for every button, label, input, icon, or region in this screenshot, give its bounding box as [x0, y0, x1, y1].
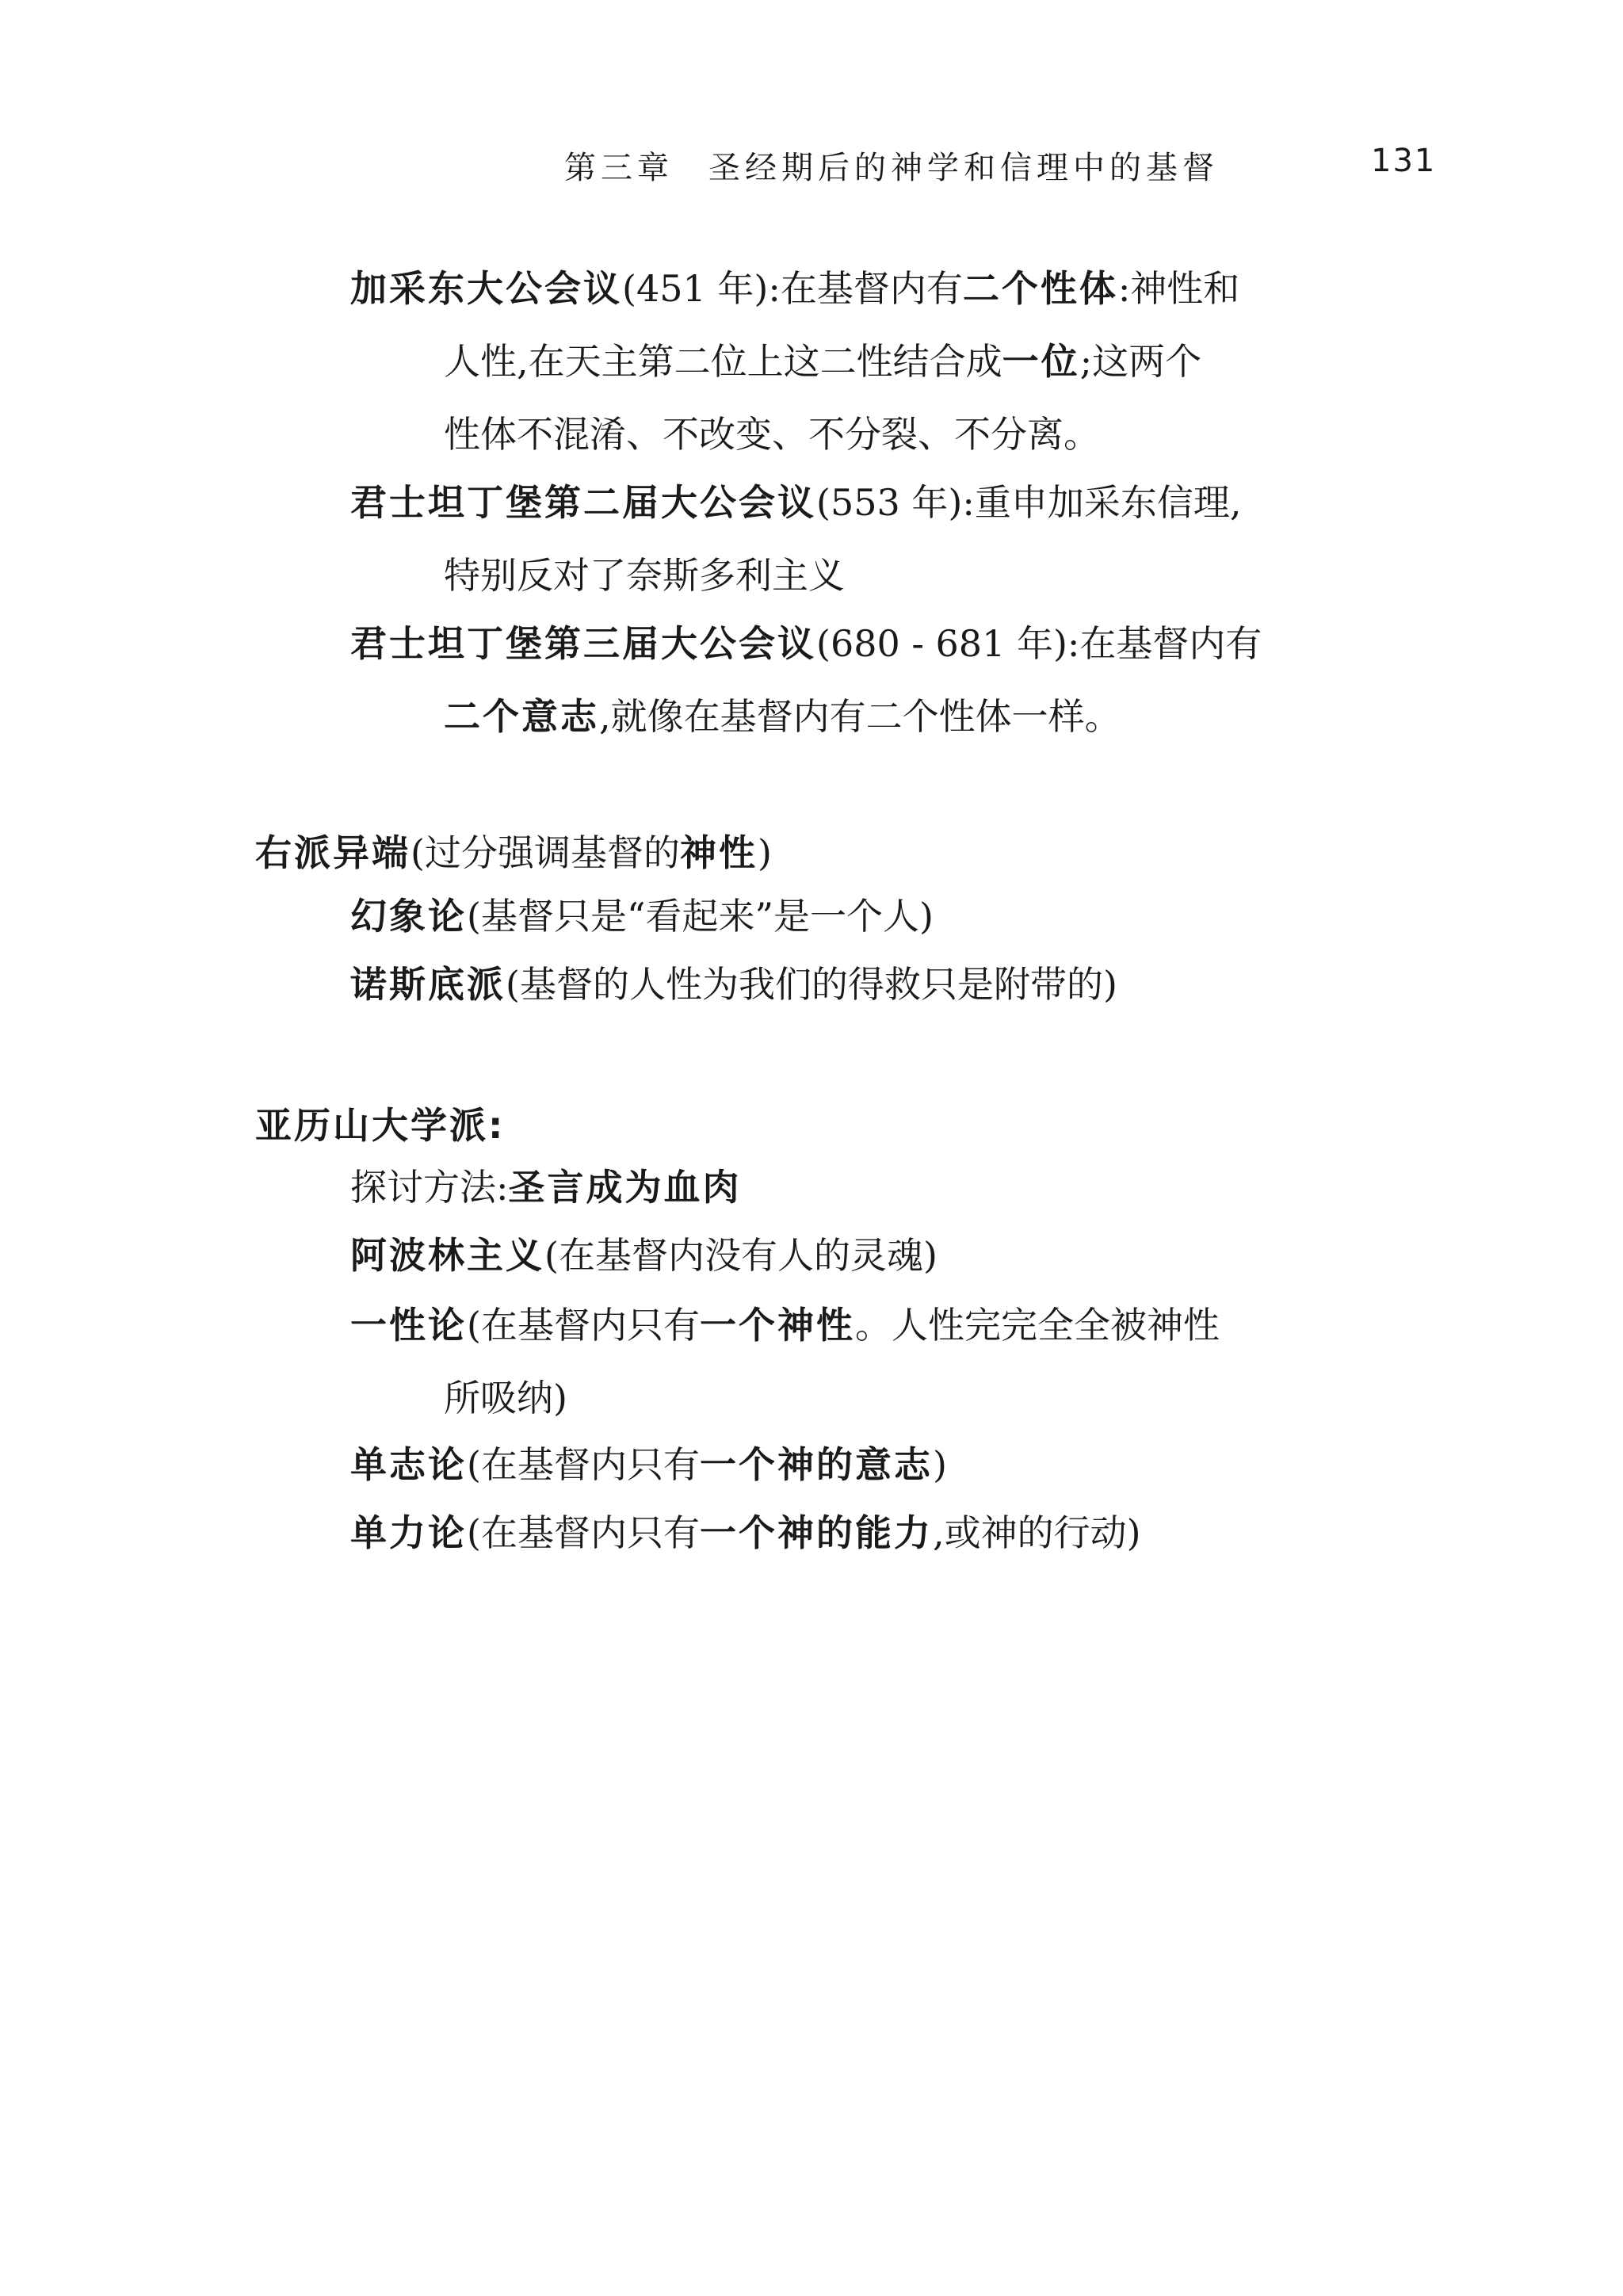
continuation-line: 人性,在天主第二位上这二性结合成一位;这两个 — [444, 340, 1202, 383]
council-name: 君士坦丁堡第二届大公会议 — [350, 481, 816, 524]
continuation-line: 二个意志,就像在基督内有二个性体一样。 — [444, 695, 1121, 738]
right-heresy-heading: 右派异端(过分强调基督的神性) — [255, 831, 772, 874]
running-header — [564, 143, 1436, 198]
continuation-line: 所吸纳) — [444, 1377, 567, 1419]
council-constantinople-2: 君士坦丁堡第二届大公会议(553 年):重申加采东信理, 特别反对了奈斯多利主义 — [350, 466, 1241, 612]
chapter-label: 第三章 — [564, 150, 674, 186]
docetism-item: 幻象论(基督只是“看起来”是一个人) — [350, 895, 934, 938]
chapter-title: 圣经期后的神学和信理中的基督 — [708, 150, 1219, 186]
council-name: 加采东大公会议 — [350, 267, 622, 310]
council-name: 君士坦丁堡第三届大公会议 — [350, 622, 816, 665]
continuation-line: 特别反对了奈斯多利主义 — [444, 554, 845, 597]
monothelitism-item: 单志论(在基督内只有一个神的意志) — [350, 1443, 947, 1486]
monoenergism-item: 单力论(在基督内只有一个神的能力,或神的行动) — [350, 1511, 1141, 1554]
council-chalcedon: 加采东大公会议(451 年):在基督内有二个性体:神性和 人性,在天主第二位上这二性结合成一位;这两个 性体不混淆、不改变、不分裂、不分离。 — [350, 252, 1239, 471]
page-number: 131 — [1371, 143, 1437, 179]
gnostic-item: 诺斯底派(基督的人性为我们的得救只是附带的) — [350, 963, 1117, 1006]
alexandrian-heading: 亚历山大学派: — [255, 1104, 506, 1147]
council-constantinople-3: 君士坦丁堡第三届大公会议(680 - 681 年):在基督内有 二个意志,就像在基督内有二个性体一样。 — [350, 607, 1262, 753]
method-item: 探讨方法:圣言成为血肉 — [350, 1166, 742, 1209]
monophysitism-item: 一性论(在基督内只有一个神性。人性完完全全被神性 所吸纳) — [350, 1289, 1220, 1435]
continuation-line: 性体不混淆、不改变、不分裂、不分离。 — [444, 413, 1100, 456]
apollinarianism-item: 阿波林主义(在基督内没有人的灵魂) — [350, 1234, 938, 1277]
